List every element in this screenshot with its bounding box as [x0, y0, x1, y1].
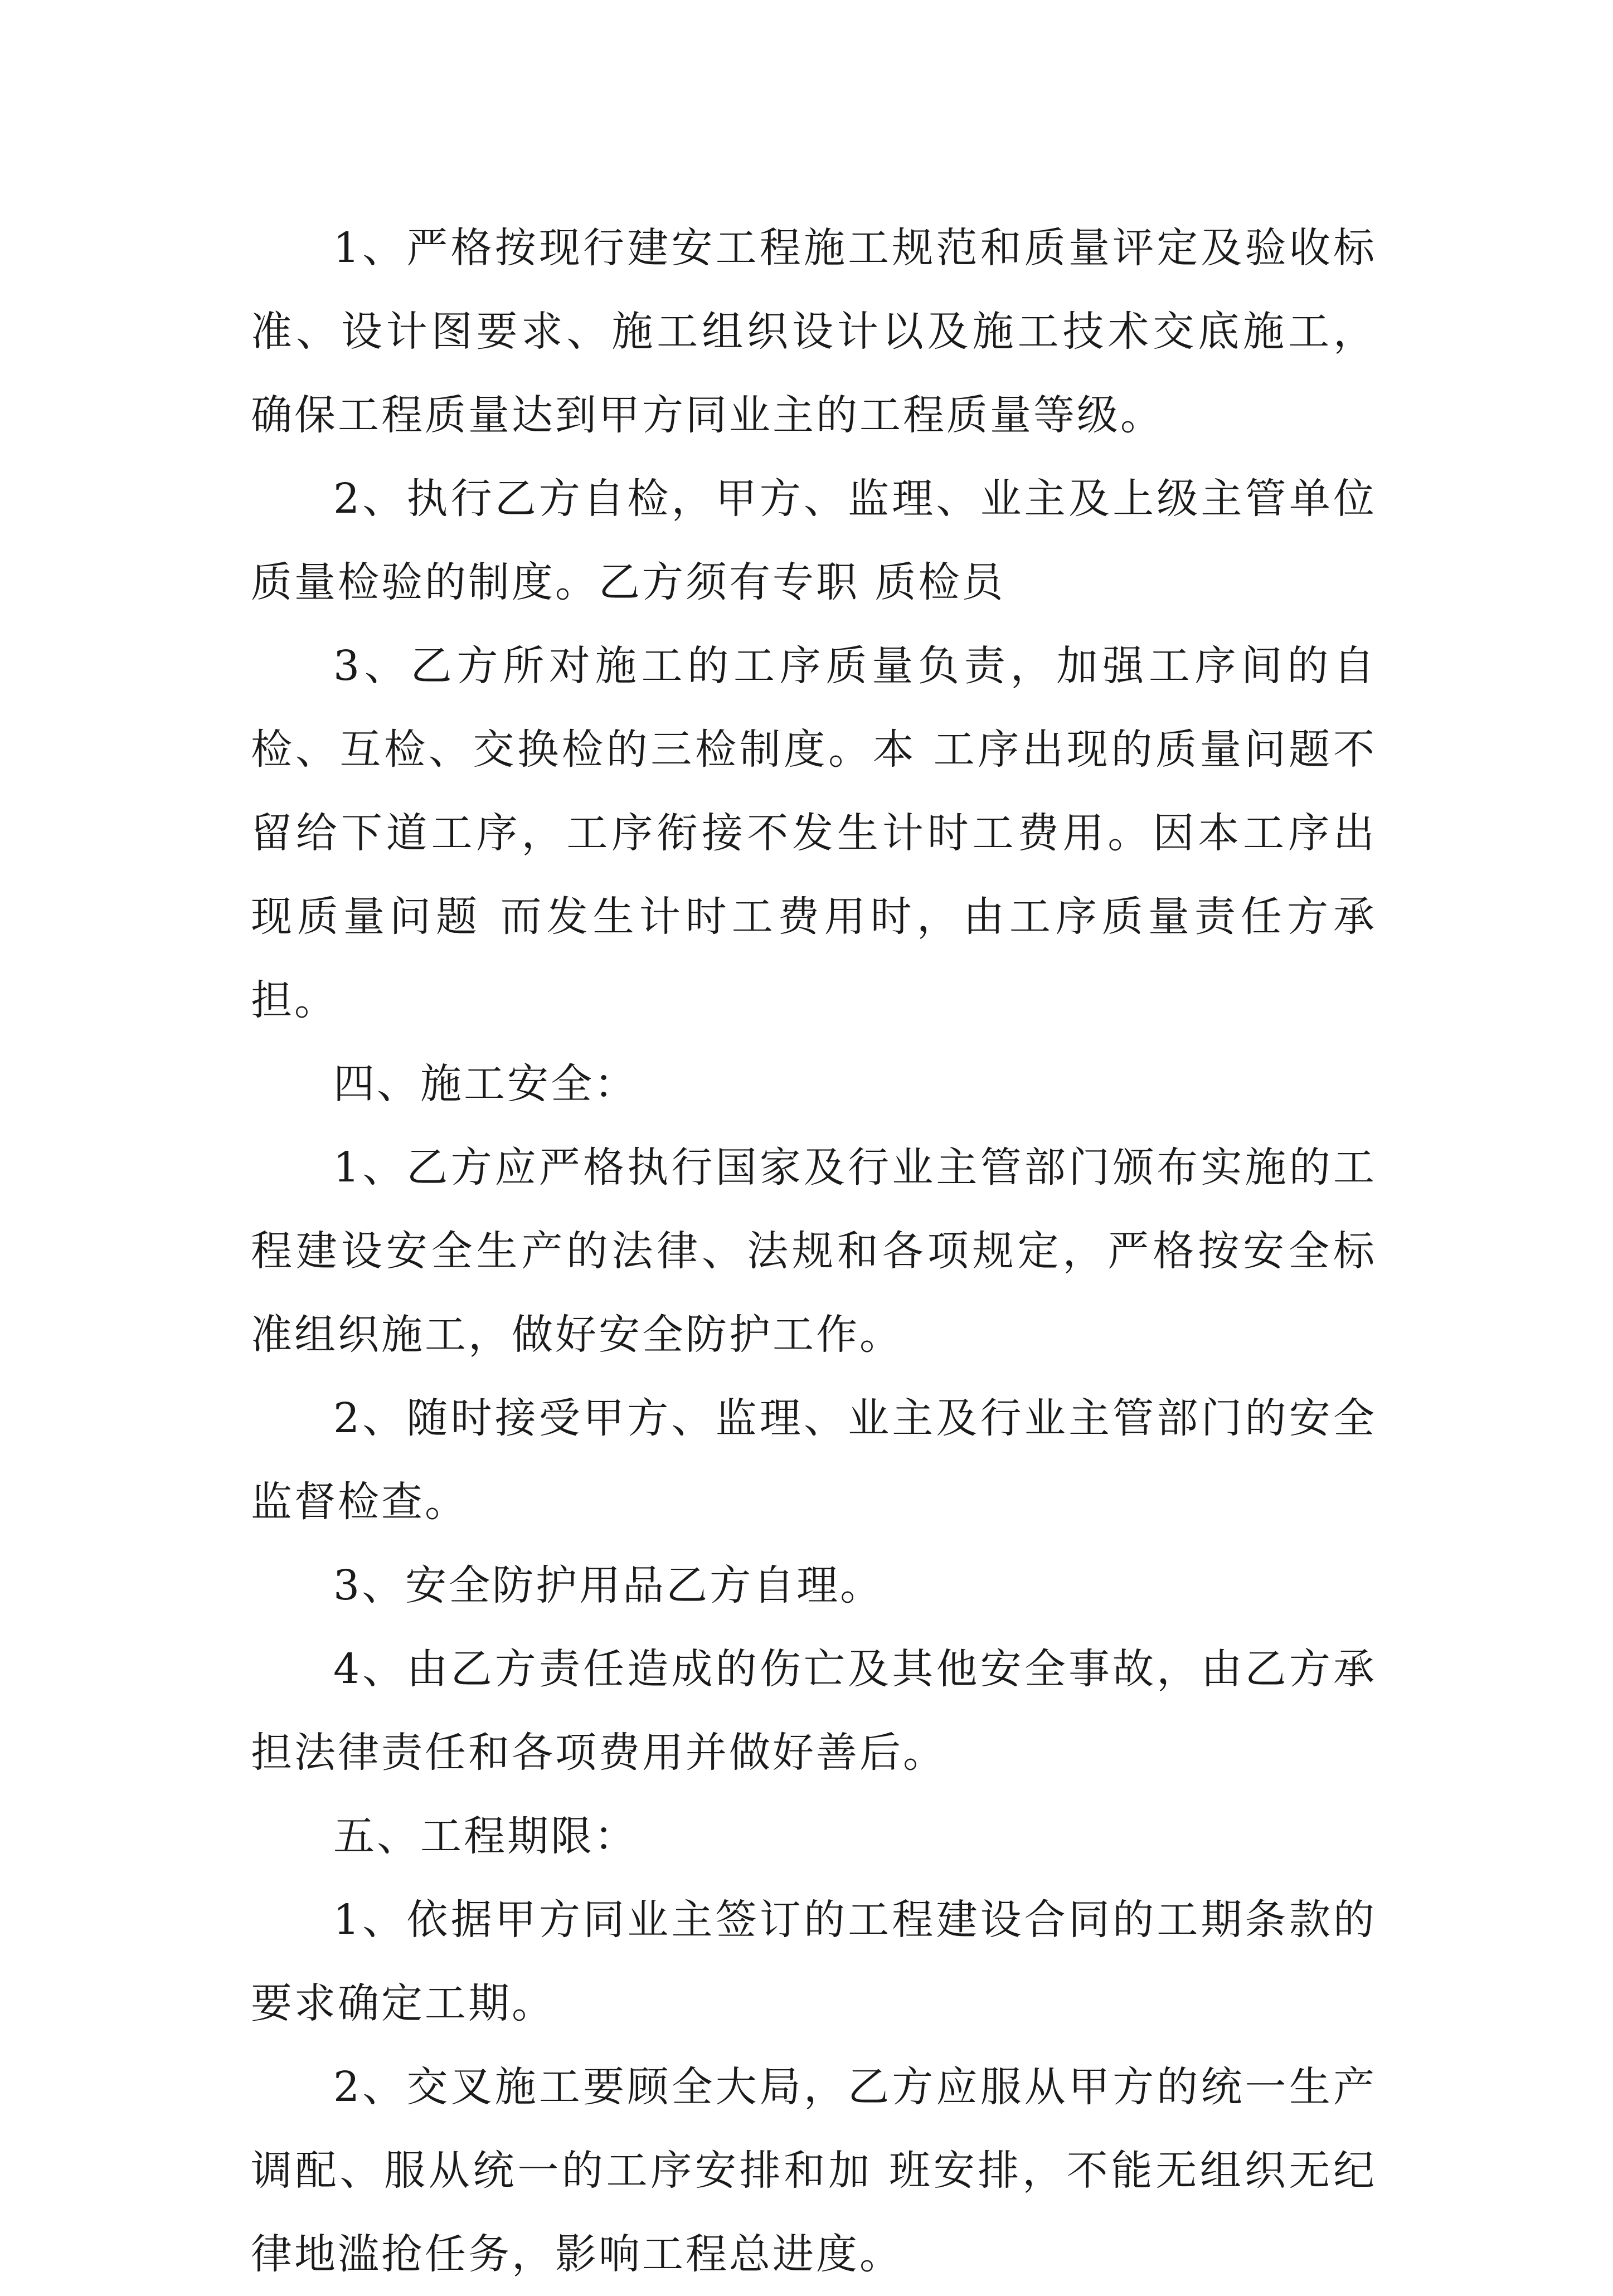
section-heading-safety: 四、施工安全：	[333, 1060, 638, 1108]
paragraph-quality-1: 1、严格按现行建安工程施工规范和质量评定及验收标准、设计图要求、施工组织设计以及施工技术交底施工，确保工程质量达到甲方同业主的工程质量等级。	[251, 224, 1377, 439]
paragraph-safety-3: 3、安全防护用品乙方自理。	[333, 1562, 884, 1609]
paragraph-schedule-2: 2、交叉施工要顾全大局，乙方应服从甲方的统一生产调配、服从统一的工序安排和加 班安排，不能无组织无纪律地滥抢任务，影响工程总进度。	[251, 2063, 1377, 2278]
paragraph-safety-4: 4、由乙方责任造成的伤亡及其他安全事故，由乙方承担法律责任和各项费用并做好善后。	[251, 1645, 1377, 1777]
paragraph-quality-2: 2、执行乙方自检，甲方、监理、业主及上级主管单位质量检验的制度。乙方须有专职 质检员	[251, 475, 1377, 606]
paragraph-safety-2: 2、随时接受甲方、监理、业主及行业主管部门的安全监督检查。	[251, 1394, 1377, 1526]
document-body	[251, 206, 1377, 2296]
paragraph-quality-3: 3、乙方所对施工的工序质量负责，加强工序间的自检、互检、交换检的三检制度。本 工序出现的质量问题不留给下道工序，工序衔接不发生计时工费用。因本工序出现质量问题 而发生计时工费用时，由工序质量责任方承担。	[251, 642, 1377, 1024]
paragraph-schedule-1: 1、依据甲方同业主签订的工程建设合同的工期条款的要求确定工期。	[251, 1896, 1377, 2027]
paragraph-safety-1: 1、乙方应严格执行国家及行业主管部门颁布实施的工程建设安全生产的法律、法规和各项规定，严格按安全标准组织施工，做好安全防护工作。	[251, 1144, 1377, 1359]
section-heading-schedule: 五、工程期限：	[333, 1812, 638, 1860]
